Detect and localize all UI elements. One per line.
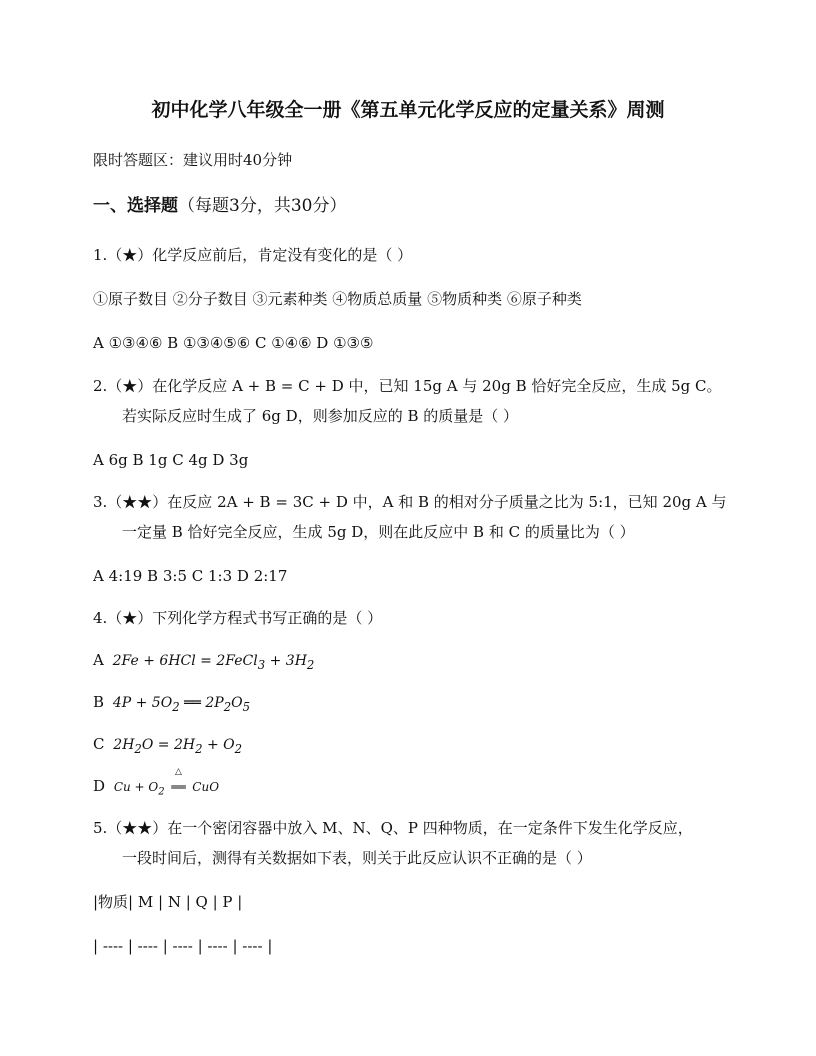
- q3-stem-line1: 3.（★★）在反应 2A + B = 3C + D 中，A 和 B 的相对分子质量之比为 5:1，已知 20g A 与: [93, 493, 727, 511]
- q2-options: A 6g B 1g C 4g D 3g: [93, 451, 249, 469]
- q1-stem: 1.（★）化学反应前后，肯定没有变化的是（ ）: [93, 246, 413, 264]
- q4-option-c-equation: $2H_2O = 2H_2 + O_2$: [113, 737, 243, 756]
- q4-option-a: [93, 650, 314, 675]
- page-title: 初中化学八年级全一册《第五单元化学反应的定量关系》周测: [151, 99, 665, 121]
- q4-option-d-equation: $Cu + O_2$ △ ══ CuO: [113, 767, 220, 798]
- q3-options: A 4:19 B 3:5 C 1:3 D 2:17: [93, 567, 288, 585]
- q1-options: A ①③④⑥ B ①③④⑤⑥ C ①④⑥ D ①③⑤: [93, 334, 374, 352]
- q4-option-d-letter: D: [93, 777, 106, 795]
- q1-items: ①原子数目 ②分子数目 ③元素种类 ④物质总质量 ⑤物质种类 ⑥原子种类: [93, 290, 582, 308]
- q5-stem-line2: 一段时间后，测得有关数据如下表，则关于此反应认识不正确的是（ ）: [122, 849, 592, 867]
- q5-table-header: |物质| M | N | Q | P |: [93, 893, 243, 911]
- q4-option-b: [93, 692, 250, 717]
- q4-option-a-equation: 2Fe + 6HCl = 2FeCl$_3$ + $3H_2$: [112, 653, 315, 672]
- q2-stem-line1: 2.（★）在化学反应 A + B = C + D 中，已知 15g A 与 20g B 恰好完全反应，生成 5g C。: [93, 377, 722, 395]
- q5-table-separator: | ---- | ---- | ---- | ---- | ---- |: [93, 937, 273, 955]
- q4-option-d: [93, 767, 220, 802]
- q4-option-b-letter: B: [93, 693, 105, 711]
- time-note: 限时答题区：建议用时40分钟: [93, 151, 293, 169]
- q4-option-c: [93, 734, 242, 759]
- q4-stem: 4.（★）下列化学方程式书写正确的是（ ）: [93, 609, 383, 627]
- q4-option-b-equation: $4P + 5O_2$ ══ $2P_2O_5$: [112, 695, 251, 714]
- heating-condition-icon: △: [175, 767, 182, 777]
- q5-stem-line1: 5.（★★）在一个密闭容器中放入 M、N、Q、P 四种物质，在一定条件下发生化学反应，: [93, 819, 693, 837]
- q4-option-c-letter: C: [93, 735, 105, 753]
- section-heading: [93, 196, 346, 216]
- section-heading-note: （每题3分，共30分）: [178, 196, 347, 216]
- q4-option-a-letter: A: [93, 651, 104, 669]
- q2-stem-line2: 若实际反应时生成了 6g D，则参加反应的 B 的质量是（ ）: [122, 407, 519, 425]
- q3-stem-line2: 一定量 B 恰好完全反应，生成 5g D，则在此反应中 B 和 C 的质量比为（ ）: [122, 523, 635, 541]
- section-heading-text: 一、选择题: [93, 196, 178, 216]
